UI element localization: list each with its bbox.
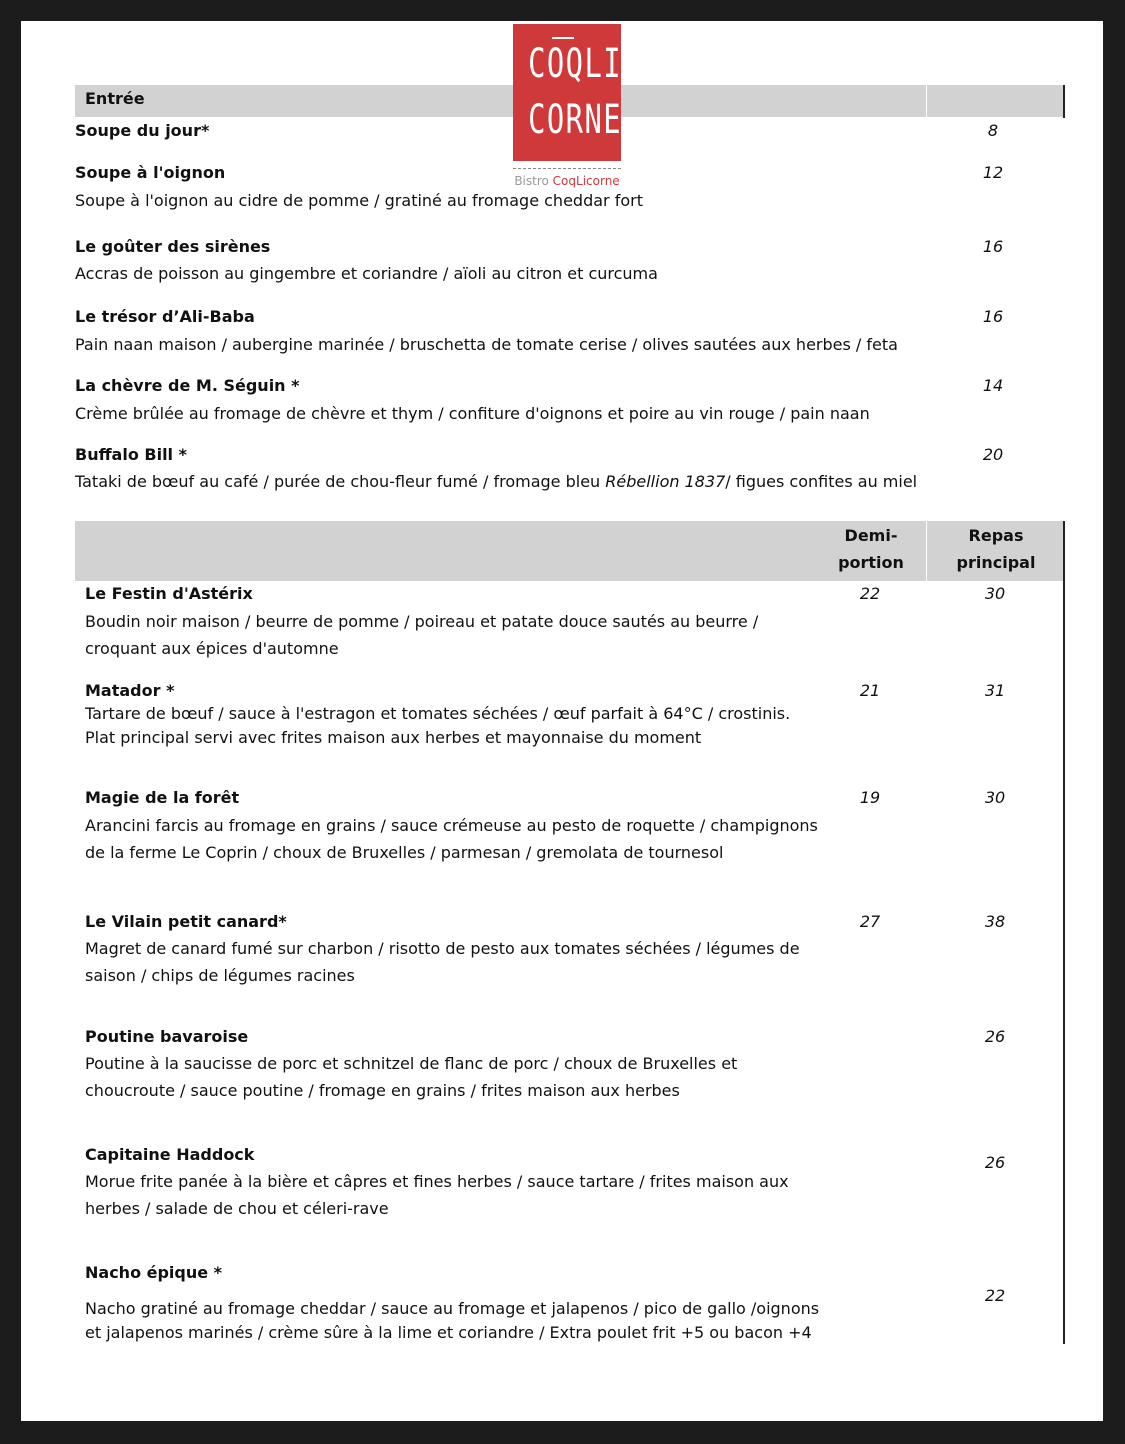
entree-item-desc: Pain naan maison / aubergine marinée / bruschetta de tomate cerise / olives sautées aux herbes / feta — [75, 335, 898, 354]
main-item-repas: 30 — [984, 584, 1006, 603]
main-item-name: Nacho épique * — [85, 1263, 223, 1282]
main-item-demi: 21 — [859, 681, 881, 700]
main-item-desc: Magret de canard fumé sur charbon / risotto de pesto aux tomates séchées / légumes de saison / chips de légumes racines — [85, 939, 800, 985]
entree-item-price: 14 — [982, 376, 1004, 395]
entree-item-price: 16 — [982, 307, 1004, 326]
entree-item-name: Soupe du jour* — [75, 121, 210, 140]
main-item-desc: Poutine à la saucisse de porc et schnitzel de flanc de porc / choux de Bruxelles et choucroute / sauce poutine / fromage en grains / frites maison aux herbes — [85, 1054, 738, 1100]
main-item-repas: 26 — [984, 1153, 1006, 1172]
entree-item-name: Le trésor d’Ali-Baba — [75, 307, 255, 326]
entree-right-rule — [1063, 85, 1065, 118]
main-item-repas: 31 — [984, 681, 1006, 700]
main-item-desc: Nacho gratiné au fromage cheddar / sauce au fromage et jalapenos / pico de gallo /oignons et jalapenos marinés / crème sûre à la lime et coriandre / Extra poulet frit +5 ou bacon +4 — [85, 1299, 820, 1342]
entree-item-desc: Tataki de bœuf au café / purée de chou-fleur fumé / fromage bleu Rébellion 1837/ figues confites au miel — [75, 472, 918, 491]
mains-header-divider — [926, 521, 927, 581]
main-item-desc: Boudin noir maison / beurre de pomme / poireau et patate douce sautés au beurre / croquant aux épices d'automne — [85, 612, 759, 658]
logo-overline — [552, 37, 574, 39]
logo-line-2: CORNE — [528, 97, 623, 143]
entree-item-price: 8 — [987, 121, 999, 140]
main-item-name: Capitaine Haddock — [85, 1145, 255, 1164]
main-item-name: Le Vilain petit canard* — [85, 912, 287, 931]
entree-item-price: 12 — [982, 163, 1004, 182]
main-item-desc: Morue frite panée à la bière et câpres et fines herbes / sauce tartare / frites maison aux herbes / salade de chou et céleri-rave — [85, 1172, 789, 1218]
menu-page — [21, 21, 1103, 1421]
main-item-name: Matador * — [85, 681, 175, 700]
main-item-desc: Arancini farcis au fromage en grains / sauce crémeuse au pesto de roquette / champignons de la ferme Le Coprin / choux de Bruxelles / parmesan / gremolata de tournesol — [85, 816, 818, 862]
main-item-repas: 30 — [984, 788, 1006, 807]
logo-line-1: COQLI — [528, 41, 623, 87]
col-head-repas: Repas principal — [956, 526, 1036, 572]
main-item-repas: 22 — [984, 1286, 1006, 1305]
mains-right-rule — [1063, 521, 1065, 1344]
entree-item-price: 16 — [982, 237, 1004, 256]
main-item-name: Magie de la forêt — [85, 788, 240, 807]
entree-header-label: Entrée — [85, 89, 145, 108]
main-item-demi: 22 — [859, 584, 881, 603]
main-item-desc: Tartare de bœuf / sauce à l'estragon et tomates séchées / œuf parfait à 64°C / crostinis. Plat principal servi avec frites maison aux herbes et mayonnaise du moment — [85, 704, 791, 747]
logo — [513, 24, 621, 161]
logo-dotted-rule — [513, 168, 621, 169]
entree-item-name: La chèvre de M. Séguin * — [75, 376, 300, 395]
main-item-name: Poutine bavaroise — [85, 1027, 249, 1046]
entree-header-divider — [926, 85, 927, 117]
entree-item-name: Buffalo Bill * — [75, 445, 187, 464]
entree-item-desc: Accras de poisson au gingembre et coriandre / aïoli au citron et curcuma — [75, 264, 658, 283]
entree-item-desc: Crème brûlée au fromage de chèvre et thym / confiture d'oignons et poire au vin rouge / pain naan — [75, 404, 870, 423]
main-item-repas: 38 — [984, 912, 1006, 931]
entree-item-desc: Soupe à l'oignon au cidre de pomme / gratiné au fromage cheddar fort — [75, 191, 643, 210]
logo-subtitle: Bistro CoqLicorne — [514, 174, 620, 188]
col-head-demi: Demi- portion — [838, 526, 904, 572]
main-item-repas: 26 — [984, 1027, 1006, 1046]
main-item-demi: 27 — [859, 912, 881, 931]
entree-item-name: Soupe à l'oignon — [75, 163, 226, 182]
main-item-name: Le Festin d'Astérix — [85, 584, 253, 603]
entree-item-name: Le goûter des sirènes — [75, 237, 271, 256]
entree-item-price: 20 — [982, 445, 1004, 464]
main-item-demi: 19 — [859, 788, 881, 807]
